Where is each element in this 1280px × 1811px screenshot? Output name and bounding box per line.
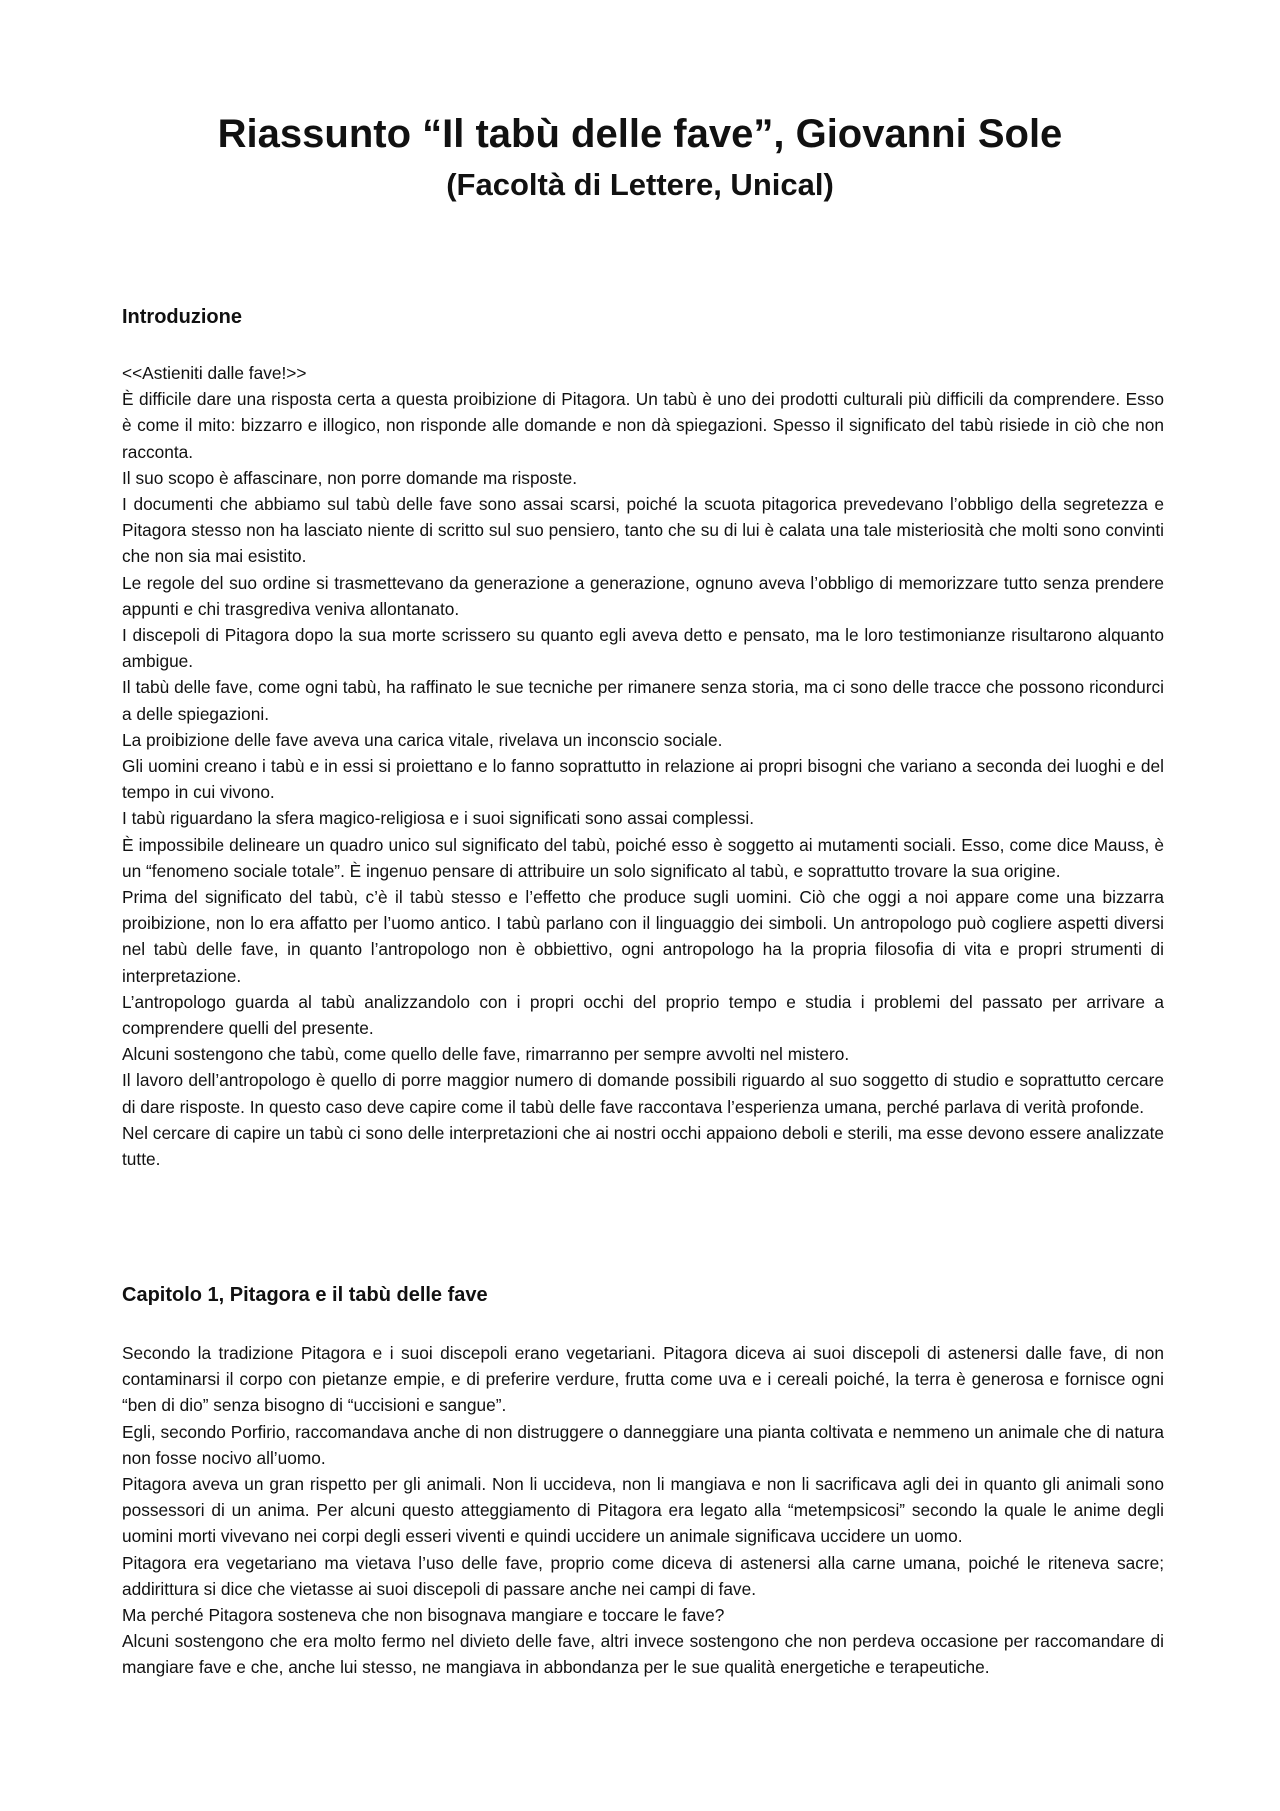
paragraph: Pitagora aveva un gran rispetto per gli animali. Non li uccideva, non li mangiava e non li sacrificava agli dei in quanto gli animali sono possessori di un anima. Per alcuni questo atteggiamento di Pitagora era legato alla “metempsicosi” secondo la quale le anime degli uomini morti vivevano nei corpi degli esseri viventi e quindi uccidere un animale significava uccidere un uomo.: [122, 1474, 1164, 1547]
paragraph: Le regole del suo ordine si trasmettevano da generazione a generazione, ognuno aveva l’obbligo di memorizzare tutto senza prendere appunti e chi trasgrediva veniva allontanato.: [122, 572, 1164, 619]
paragraph: Ma perché Pitagora sosteneva che non bisognava mangiare e toccare le fave?: [122, 1605, 725, 1626]
paragraph: I documenti che abbiamo sul tabù delle fave sono assai scarsi, poiché la scuota pitagorica prevedevano l’obbligo della segretezza e Pitagora stesso non ha lasciato niente di scritto sul suo pensiero, tanto che su di lui è calata una tale misteriosità che molti sono convinti che non sia mai esistito.: [122, 494, 1164, 567]
paragraph: La proibizione delle fave aveva una carica vitale, rivelava un inconscio sociale.: [122, 729, 723, 750]
paragraph: Il tabù delle fave, come ogni tabù, ha raffinato le sue tecniche per rimanere senza storia, ma ci sono delle tracce che possono ricondurci a delle spiegazioni.: [122, 677, 1164, 724]
paragraph: Pitagora era vegetariano ma vietava l’uso delle fave, proprio come diceva di astenersi alla carne umana, poiché le riteneva sacre; addirittura si dice che vietasse ai suoi discepoli di passare anche nei campi di fave.: [122, 1552, 1164, 1599]
chapter-1-heading: Capitolo 1, Pitagora e il tabù delle fave: [122, 1284, 488, 1306]
introduction-heading: Introduzione: [122, 306, 242, 328]
document-title: Riassunto “Il tabù delle fave”, Giovanni Sole: [217, 112, 1063, 156]
paragraph: Gli uomini creano i tabù e in essi si proiettano e lo fanno soprattutto in relazione ai propri bisogni che variano a seconda dei luoghi e del tempo in cui vivono.: [122, 756, 1164, 803]
paragraph: <<Astieniti dalle fave!>>: [122, 363, 307, 383]
paragraph: Egli, secondo Porfirio, raccomandava anche di non distruggere o danneggiare una pianta coltivata e nemmeno un animale che di natura non fosse nocivo all’uomo.: [122, 1421, 1164, 1468]
paragraph: I tabù riguardano la sfera magico-religiosa e i suoi significati sono assai complessi.: [122, 808, 755, 829]
paragraph: Nel cercare di capire un tabù ci sono delle interpretazioni che ai nostri occhi appaiono deboli e sterili, ma esse devono essere analizzate tutte.: [122, 1122, 1164, 1170]
paragraph: Alcuni sostengono che tabù, come quello delle fave, rimarranno per sempre avvolti nel mistero.: [122, 1044, 850, 1065]
paragraph: Prima del significato del tabù, c’è il tabù stesso e l’effetto che produce sugli uomini. Ciò che oggi a noi appare come una bizzarra proibizione, non lo era affatto per l’uomo antico. I tabù parlano con il linguaggio dei simboli. Un antropologo può cogliere aspetti diversi nel tabù delle fave, in quanto l’antropologo non è obbiettivo, ogni antropologo ha la propria filosofia di vita e propri strumenti di interpretazione.: [122, 887, 1164, 986]
paragraph: Alcuni sostengono che era molto fermo nel divieto delle fave, altri invece sostengono che non perdeva occasione per raccomandare di mangiare fave e che, anche lui stesso, ne mangiava in abbondanza per le sue qualità energetiche e terapeutiche.: [122, 1631, 1164, 1678]
paragraph: Secondo la tradizione Pitagora e i suoi discepoli erano vegetariani. Pitagora diceva ai suoi discepoli di astenersi dalle fave, di non contaminarsi il corpo con pietanze empie, e di preferire verdure, frutta come uva e i cereali poiché, la terra è generosa e fornisce ogni “ben di dio” senza bisogno di “uccisioni e sangue”.: [122, 1343, 1164, 1416]
introduction-body: [122, 360, 1164, 1172]
paragraph: I discepoli di Pitagora dopo la sua morte scrissero su quanto egli aveva detto e pensato, ma le loro testimonianze risultarono alquanto ambigue.: [122, 625, 1164, 672]
paragraph: Il suo scopo è affascinare, non porre domande ma risposte.: [122, 467, 578, 488]
introduction-section: [122, 303, 1164, 1172]
chapter-1-body: [122, 1340, 1164, 1681]
paragraph: Il lavoro dell’antropologo è quello di porre maggior numero di domande possibili riguardo al suo soggetto di studio e soprattutto cercare di dare risposte. In questo caso deve capire come il tabù delle fave raccontava l’esperienza umana, perché parlava di verità profonde.: [122, 1070, 1164, 1117]
chapter-1-section: [122, 1281, 1164, 1681]
paragraph: È difficile dare una risposta certa a questa proibizione di Pitagora. Un tabù è uno dei prodotti culturali più difficili da comprendere. Esso è come il mito: bizzarro e illogico, non risponde alle domande e non dà spiegazioni. Spesso il significato del tabù risiede in ciò che non racconta.: [122, 389, 1164, 462]
document-subtitle: (Facoltà di Lettere, Unical): [446, 167, 834, 202]
paragraph: È impossibile delineare un quadro unico sul significato del tabù, poiché esso è soggetto ai mutamenti sociali. Esso, come dice Mauss, è un “fenomeno sociale totale”. È ingenuo pensare di attribuire un solo significato al tabù, e soprattutto trovare la sua origine.: [122, 834, 1164, 881]
paragraph: L’antropologo guarda al tabù analizzandolo con i propri occhi del proprio tempo e studia i problemi del passato per arrivare a comprendere quelli del presente.: [122, 991, 1164, 1039]
